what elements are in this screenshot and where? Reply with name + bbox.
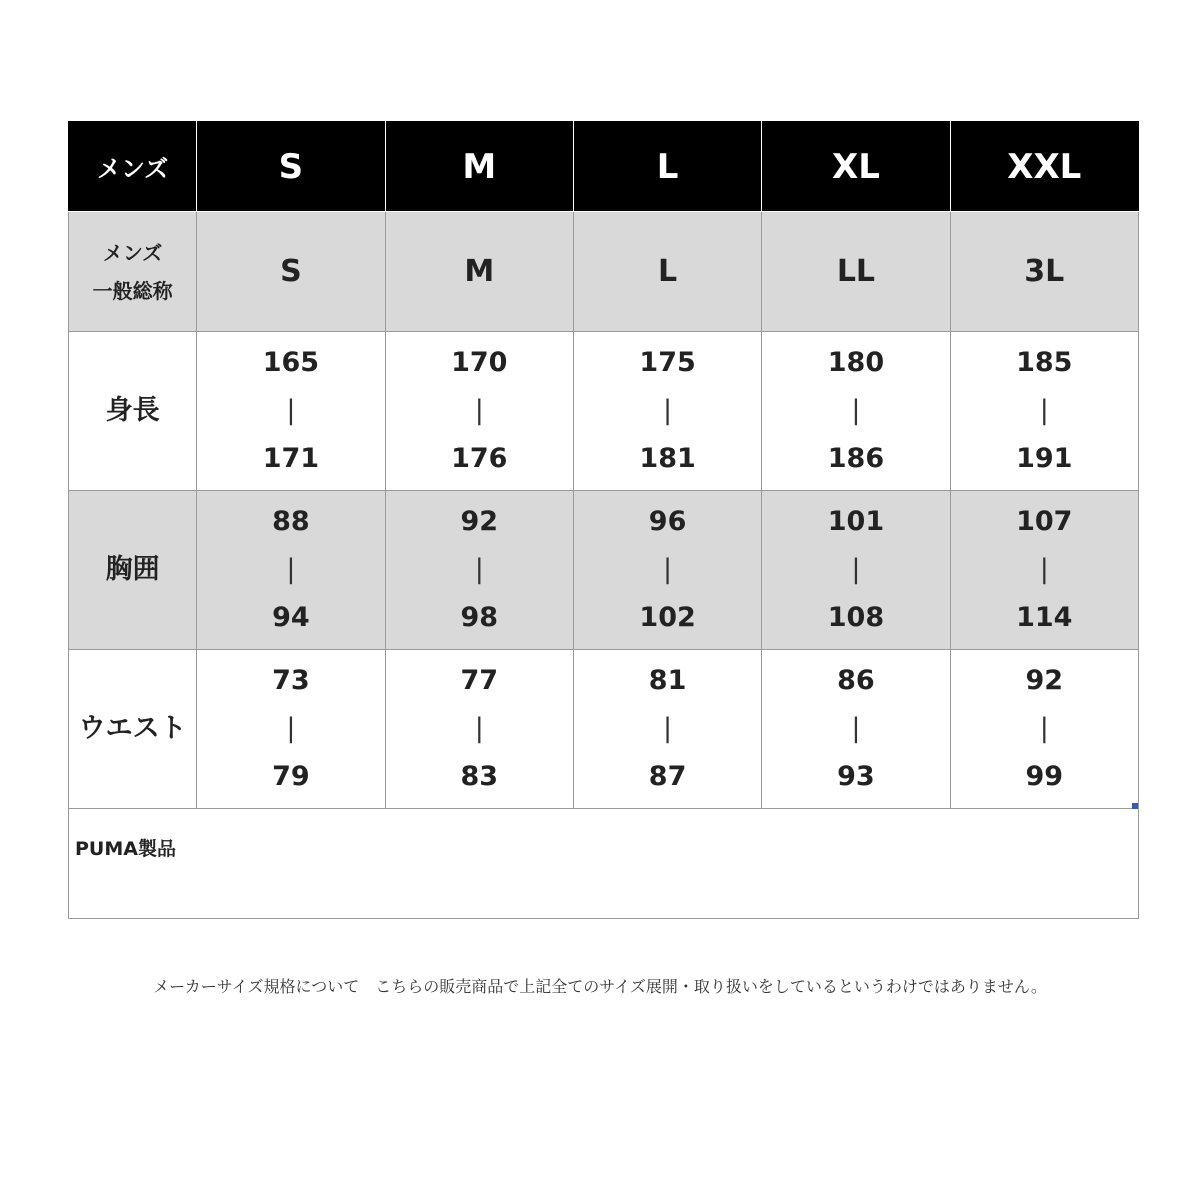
range-max: 176: [451, 443, 508, 474]
range-separator: |: [286, 554, 296, 585]
range-min: 73: [272, 665, 310, 696]
chest-cell: [573, 491, 761, 650]
range-max: 108: [827, 602, 885, 633]
range-min: 185: [1016, 347, 1073, 378]
range-max: 114: [1016, 602, 1073, 633]
range-separator: |: [663, 713, 673, 744]
range-max: 186: [827, 443, 885, 474]
chest-row: [69, 491, 1139, 650]
size-disclaimer-footnote: メーカーサイズ規格について こちらの販売商品で上記全てのサイズ展開・取り扱いをしているというわけではありません。: [153, 977, 1047, 996]
range-min: 101: [827, 506, 885, 537]
waist-cell: [762, 650, 950, 809]
range-min: 81: [648, 665, 687, 696]
range-separator: |: [286, 713, 296, 744]
chest-cell: [385, 491, 573, 650]
header-size-xxl: XXL: [950, 122, 1138, 212]
range-min: 96: [648, 506, 687, 537]
range-separator: |: [286, 395, 296, 426]
general-size-label: [69, 212, 197, 332]
height-cell: [385, 332, 573, 491]
general-size-cell: S: [197, 212, 385, 332]
range-max: 93: [837, 761, 875, 792]
waist-label: ウエスト: [69, 650, 197, 809]
general-size-cell: 3L: [950, 212, 1138, 332]
waist-cell: [385, 650, 573, 809]
range-separator: |: [851, 395, 861, 426]
brand-note: PUMA製品: [75, 838, 176, 860]
height-label: 身長: [69, 332, 197, 491]
general-size-cell: M: [385, 212, 573, 332]
range-separator: |: [1039, 395, 1049, 426]
brand-note-row: [69, 809, 1139, 919]
range-max: 99: [1025, 761, 1064, 792]
header-row: [69, 122, 1139, 212]
range-max: 171: [262, 443, 320, 474]
range-separator: |: [474, 554, 484, 585]
waist-cell: [573, 650, 761, 809]
range-separator: |: [663, 395, 673, 426]
general-size-cell: LL: [762, 212, 950, 332]
chest-cell: [197, 491, 385, 650]
chest-cell: [762, 491, 950, 650]
general-label-line1: メンズ: [102, 240, 163, 265]
header-size-xl: XL: [762, 122, 950, 212]
range-min: 88: [272, 506, 310, 537]
range-max: 102: [639, 602, 696, 633]
general-size-cell: L: [573, 212, 761, 332]
header-size-m: M: [385, 122, 573, 212]
header-size-l: L: [573, 122, 761, 212]
height-cell: [197, 332, 385, 491]
header-size-s: S: [197, 122, 385, 212]
range-min: 86: [837, 665, 875, 696]
waist-cell: [950, 650, 1138, 809]
range-min: 170: [451, 347, 508, 378]
range-separator: |: [1039, 554, 1049, 585]
range-separator: |: [474, 395, 484, 426]
waist-row: [69, 650, 1139, 809]
range-min: 92: [1025, 665, 1064, 696]
chest-cell: [950, 491, 1138, 650]
range-min: 165: [262, 347, 320, 378]
general-size-row: [69, 212, 1139, 332]
range-min: 175: [639, 347, 696, 378]
range-min: 77: [460, 665, 499, 696]
range-separator: |: [474, 713, 484, 744]
range-separator: |: [1039, 713, 1049, 744]
height-cell: [762, 332, 950, 491]
cell-resize-handle: [1132, 803, 1138, 809]
range-separator: |: [663, 554, 673, 585]
chest-label: 胸囲: [69, 491, 197, 650]
range-min: 180: [827, 347, 885, 378]
range-min: 107: [1016, 506, 1073, 537]
range-max: 94: [272, 602, 310, 633]
height-cell: [573, 332, 761, 491]
brand-note-cell: [69, 809, 1139, 919]
waist-cell: [197, 650, 385, 809]
range-separator: |: [851, 554, 861, 585]
header-label: メンズ: [69, 122, 197, 212]
height-cell: [950, 332, 1138, 491]
range-max: 87: [648, 761, 687, 792]
range-max: 191: [1016, 443, 1073, 474]
range-max: 98: [460, 602, 499, 633]
size-chart-table: [68, 121, 1139, 919]
range-max: 181: [639, 443, 696, 474]
range-min: 92: [460, 506, 499, 537]
range-max: 83: [460, 761, 499, 792]
range-separator: |: [851, 713, 861, 744]
general-label-line2: 一般総称: [92, 278, 173, 303]
range-max: 79: [272, 761, 310, 792]
height-row: [69, 332, 1139, 491]
